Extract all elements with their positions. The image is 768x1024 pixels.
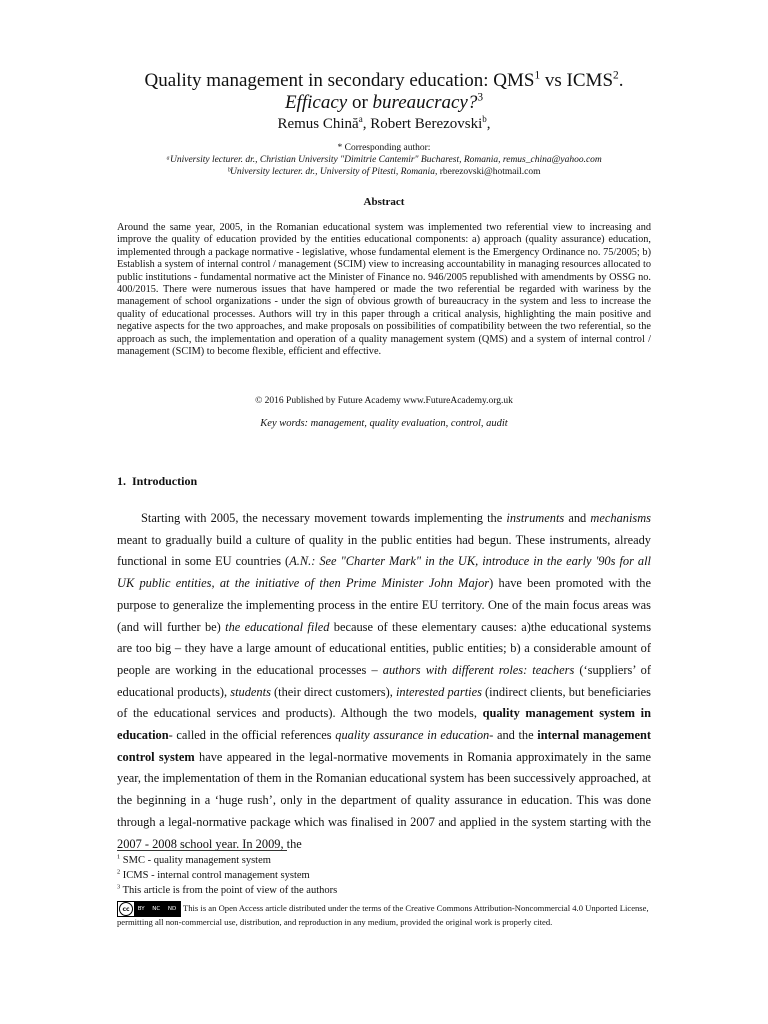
section-number: 1. (117, 474, 126, 488)
text-run: (‘suppliers’ of educational products), (117, 662, 651, 699)
separator: , (362, 116, 371, 132)
text-run: have appeared in the legal-normative movements in Romania approximately in the same year, the implementation of them in the Romanian educational system has been successively approached, at the beginning in a ‘huge rush’, only in the department of quality assurance in education. This was done through a legal-normative package which was finalised in 2007 and applied in the system starting with the 2007 - 2008 school year. In 2009, the (117, 749, 651, 851)
text-run: and (564, 511, 591, 525)
footnote-number: 1 (117, 853, 121, 861)
text-run-italic: students (230, 684, 271, 699)
affiliation-a: ᵃUniversity lecturer. dr., Christian University "Dimitrie Cantemir" Bucharest, Romania, remus_china@yahoo.com (166, 155, 602, 165)
footnote-text: ICMS - internal control management system (120, 870, 310, 881)
cc-nc-label: NC (152, 905, 161, 912)
footnote-number: 2 (117, 868, 121, 876)
text-run: because of these elementary causes: a)the educational systems are too big – they have a large amount of educational entities, public entities; b) a considerable amount of people are working in the educational processes – (117, 619, 652, 677)
title-text: or (347, 92, 373, 113)
affiliation-b (60, 166, 708, 178)
affiliation-ref: a (358, 114, 363, 124)
footnote-text: This article is from the point of view of the authors (120, 885, 338, 896)
footnote-ref: 3 (477, 91, 484, 104)
author-name: Remus Chină (277, 116, 359, 132)
abstract-text: Around the same year, 2005, in the Romanian educational system was implemented two referential view to increasing and improve the quality of education provided by the entities educational components: a) approach (quality assurance) education, implemented through a package normative - legislative, whose fundamental element is the Emergency Ordinance no. 75/2005; b) Establish a system of internal control / management (SCIM) view to increasing accountability in managing resources allocated to public institutions - fundamental normative act the Minister of Finance no. 946/2005 republished with amendments by OSSG no. 400/2015. There were numerous issues that have hampered or made the two referential be regarded with wariness by the management of school organizations - under the sign of obvious growth of bureaucracy in the system and less to increase the quality of educational processes. Authors will try in this paper through a critical analysis, highlighting the main positive and negative aspects for the two approaches, and make proposals on possibilities of compatibility between the two referential, so the approach as such, the implementation and operation of a quality management system (QMS) and a system of internal control / management (SCIM) to become flexible, efficient and effective. (117, 222, 651, 358)
text-run: ) have been promoted with the purpose to generalize the implementing process in the entire EU territory. One of the main focus areas was (and will further be) (117, 576, 651, 634)
body-text (117, 508, 651, 855)
text-run-italic: interested parties (395, 684, 482, 699)
footnote-ref: 2 (613, 69, 619, 82)
license-text: This is an Open Access article distributed under the terms of the Creative Commons Attribution-Noncommercial 4.0 Unported License, permitting all non-commercial use, distribution, and reproduction in any medium, provided the original work is properly cited. (117, 902, 649, 927)
footnote-number: 3 (117, 883, 121, 891)
title-text: Efficacy (284, 92, 348, 113)
affiliations (60, 142, 708, 178)
section-heading (117, 474, 197, 489)
footnote-3 (117, 884, 337, 897)
affiliation-b-email: rberezovski@hotmail.com (437, 167, 541, 177)
text-run: (their direct customers), (270, 684, 396, 699)
license-notice (117, 901, 651, 928)
paragraph (117, 508, 651, 855)
corresponding-author-label: * Corresponding author: (337, 143, 431, 153)
cc-logo: cc (119, 902, 133, 916)
text-run-italic: the educational filed (225, 619, 330, 634)
text-run: - called in the official references (168, 728, 336, 743)
text-run-italic: A.N.: See "Charter Mark" in the UK, introduce in the early '90s for all UK public entities, at the initiative of then Prime Minister John Major (117, 554, 652, 591)
footnote-ref: 1 (534, 69, 541, 82)
title-text: bureaucracy? (372, 92, 478, 113)
text-run: (indirect clients, but beneficiaries of the educational services and products). Although the two models, (117, 684, 651, 721)
published-line: © 2016 Published by Future Academy www.FutureAcademy.org.uk (255, 396, 513, 406)
title-text: Quality management in secondary education: QMS (144, 70, 535, 91)
cc-nd-label: ND (167, 905, 177, 912)
abstract-heading: Abstract (363, 196, 405, 208)
author-name: Robert Berezovski (370, 116, 483, 132)
text-run: meant to gradually build a culture of quality in the public entities had begun. These instruments, already functional in some EU countries ( (117, 532, 651, 569)
text-run-bold: quality management system in education (117, 706, 651, 743)
affiliation-b-text: ᵇUniversity lecturer. dr., University of Pitesti, Romania, (227, 167, 438, 177)
author-list (60, 116, 708, 133)
title-text: . (618, 70, 624, 91)
text-run-italic: quality assurance in education (335, 728, 490, 743)
text-run-italic: instruments (506, 511, 565, 525)
text-run: - and the (489, 728, 538, 743)
footnote-divider (117, 850, 287, 851)
text-run-italic: authors with different roles: teachers (382, 662, 575, 677)
footnote-text: SMC - quality management system (120, 855, 271, 866)
paper-title (60, 70, 708, 114)
creative-commons-icon (117, 901, 181, 917)
cc-by-label: BY (137, 905, 145, 912)
title-text: vs ICMS (540, 70, 614, 91)
cc-badge-bar (134, 902, 180, 916)
text-run-bold: internal management control system (117, 728, 651, 764)
text-run: Starting with 2005, the necessary movement towards implementing the (141, 511, 507, 525)
affiliation-ref: b (482, 114, 487, 124)
section-title: Introduction (132, 474, 198, 488)
keywords: Key words: management, quality evaluation, control, audit (260, 418, 508, 429)
text-run-italic: mechanisms (590, 511, 651, 525)
separator: , (486, 116, 491, 132)
footnote-2 (117, 869, 310, 882)
footnote-1 (117, 854, 271, 867)
